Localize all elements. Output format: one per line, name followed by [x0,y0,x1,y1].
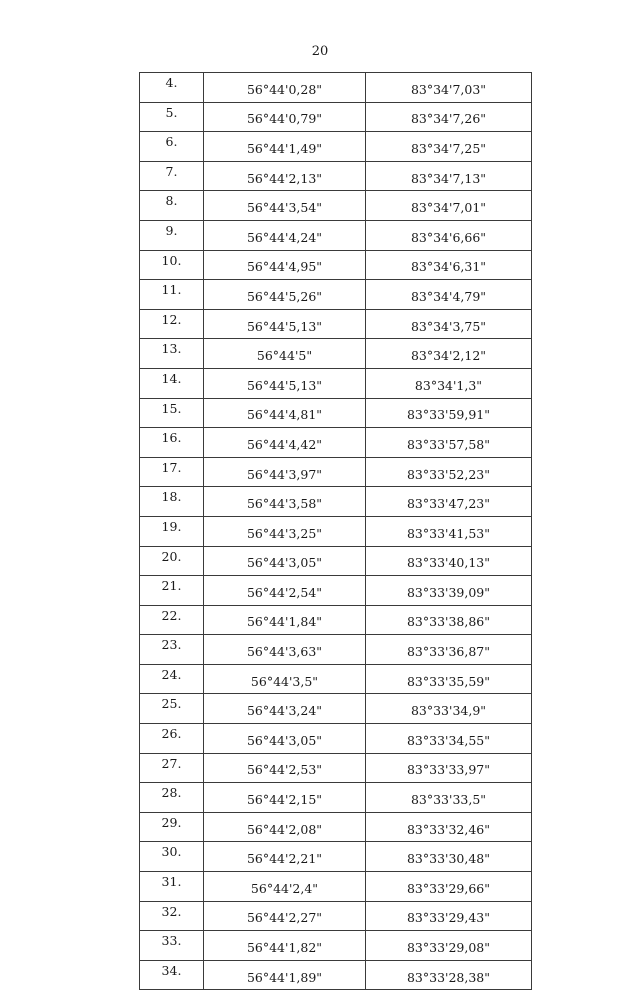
longitude-cell: 83°33'36,87" [366,635,532,665]
latitude-cell: 56°44'1,89" [204,960,366,990]
longitude-cell: 83°34'7,26" [366,102,532,132]
longitude-cell: 83°33'40,13" [366,546,532,576]
latitude-cell: 56°44'2,21" [204,842,366,872]
longitude-cell: 83°33'39,09" [366,576,532,606]
table-row [140,842,532,872]
table-row [140,102,532,132]
latitude-cell: 56°44'4,81" [204,398,366,428]
latitude-cell: 56°44'3,25" [204,516,366,546]
table-row [140,309,532,339]
longitude-cell: 83°33'41,53" [366,516,532,546]
longitude-cell: 83°34'7,13" [366,161,532,191]
longitude-cell: 83°34'7,01" [366,191,532,221]
latitude-cell: 56°44'1,82" [204,931,366,961]
point-number-cell: 4. [140,73,204,103]
latitude-cell: 56°44'2,15" [204,783,366,813]
table-row [140,250,532,280]
longitude-cell: 83°34'7,25" [366,132,532,162]
table-row [140,901,532,931]
table-row [140,339,532,369]
table-row [140,280,532,310]
longitude-cell: 83°33'35,59" [366,664,532,694]
latitude-cell: 56°44'3,24" [204,694,366,724]
point-number-cell: 14. [140,368,204,398]
table-row [140,428,532,458]
point-number-cell: 12. [140,309,204,339]
table-row [140,73,532,103]
table-row [140,516,532,546]
point-number-cell: 10. [140,250,204,280]
latitude-cell: 56°44'0,79" [204,102,366,132]
longitude-cell: 83°33'34,55" [366,724,532,754]
point-number-cell: 18. [140,487,204,517]
point-number-cell: 15. [140,398,204,428]
point-number-cell: 6. [140,132,204,162]
latitude-cell: 56°44'4,24" [204,220,366,250]
table-row [140,783,532,813]
table-row [140,872,532,902]
point-number-cell: 9. [140,220,204,250]
latitude-cell: 56°44'3,05" [204,724,366,754]
longitude-cell: 83°33'32,46" [366,812,532,842]
coordinates-table-body [140,73,532,990]
table-row [140,546,532,576]
point-number-cell: 5. [140,102,204,132]
latitude-cell: 56°44'5,13" [204,309,366,339]
latitude-cell: 56°44'5,26" [204,280,366,310]
latitude-cell: 56°44'5" [204,339,366,369]
longitude-cell: 83°33'30,48" [366,842,532,872]
point-number-cell: 28. [140,783,204,813]
table-row [140,635,532,665]
longitude-cell: 83°33'28,38" [366,960,532,990]
longitude-cell: 83°33'52,23" [366,457,532,487]
latitude-cell: 56°44'1,49" [204,132,366,162]
latitude-cell: 56°44'5,13" [204,368,366,398]
point-number-cell: 21. [140,576,204,606]
point-number-cell: 22. [140,605,204,635]
point-number-cell: 30. [140,842,204,872]
latitude-cell: 56°44'1,84" [204,605,366,635]
latitude-cell: 56°44'2,08" [204,812,366,842]
point-number-cell: 20. [140,546,204,576]
latitude-cell: 56°44'3,54" [204,191,366,221]
latitude-cell: 56°44'3,58" [204,487,366,517]
table-row [140,664,532,694]
point-number-cell: 7. [140,161,204,191]
point-number-cell: 25. [140,694,204,724]
longitude-cell: 83°33'33,97" [366,753,532,783]
longitude-cell: 83°33'29,43" [366,901,532,931]
latitude-cell: 56°44'3,05" [204,546,366,576]
point-number-cell: 24. [140,664,204,694]
table-row [140,576,532,606]
table-row [140,931,532,961]
point-number-cell: 26. [140,724,204,754]
latitude-cell: 56°44'3,63" [204,635,366,665]
table-row [140,724,532,754]
latitude-cell: 56°44'2,53" [204,753,366,783]
latitude-cell: 56°44'2,13" [204,161,366,191]
latitude-cell: 56°44'4,42" [204,428,366,458]
latitude-cell: 56°44'2,4" [204,872,366,902]
table-row [140,487,532,517]
point-number-cell: 29. [140,812,204,842]
longitude-cell: 83°34'7,03" [366,73,532,103]
table-row [140,812,532,842]
point-number-cell: 17. [140,457,204,487]
point-number-cell: 32. [140,901,204,931]
table-row [140,368,532,398]
longitude-cell: 83°33'59,91" [366,398,532,428]
longitude-cell: 83°33'33,5" [366,783,532,813]
table-row [140,694,532,724]
longitude-cell: 83°33'57,58" [366,428,532,458]
point-number-cell: 31. [140,872,204,902]
point-number-cell: 13. [140,339,204,369]
longitude-cell: 83°33'34,9" [366,694,532,724]
table-row [140,132,532,162]
coordinates-table [139,72,532,990]
latitude-cell: 56°44'0,28" [204,73,366,103]
longitude-cell: 83°34'1,3" [366,368,532,398]
longitude-cell: 83°34'6,31" [366,250,532,280]
point-number-cell: 8. [140,191,204,221]
longitude-cell: 83°34'2,12" [366,339,532,369]
longitude-cell: 83°33'47,23" [366,487,532,517]
table-row [140,191,532,221]
table-row [140,457,532,487]
table-row [140,753,532,783]
point-number-cell: 19. [140,516,204,546]
point-number-cell: 34. [140,960,204,990]
longitude-cell: 83°33'38,86" [366,605,532,635]
longitude-cell: 83°34'3,75" [366,309,532,339]
longitude-cell: 83°34'6,66" [366,220,532,250]
page-number: 20 [311,44,329,59]
table-row [140,220,532,250]
point-number-cell: 33. [140,931,204,961]
table-row [140,161,532,191]
latitude-cell: 56°44'4,95" [204,250,366,280]
table-row [140,605,532,635]
point-number-cell: 16. [140,428,204,458]
table-row [140,960,532,990]
longitude-cell: 83°33'29,66" [366,872,532,902]
longitude-cell: 83°34'4,79" [366,280,532,310]
table-row [140,398,532,428]
latitude-cell: 56°44'2,54" [204,576,366,606]
point-number-cell: 11. [140,280,204,310]
point-number-cell: 27. [140,753,204,783]
latitude-cell: 56°44'3,97" [204,457,366,487]
latitude-cell: 56°44'2,27" [204,901,366,931]
latitude-cell: 56°44'3,5" [204,664,366,694]
longitude-cell: 83°33'29,08" [366,931,532,961]
point-number-cell: 23. [140,635,204,665]
